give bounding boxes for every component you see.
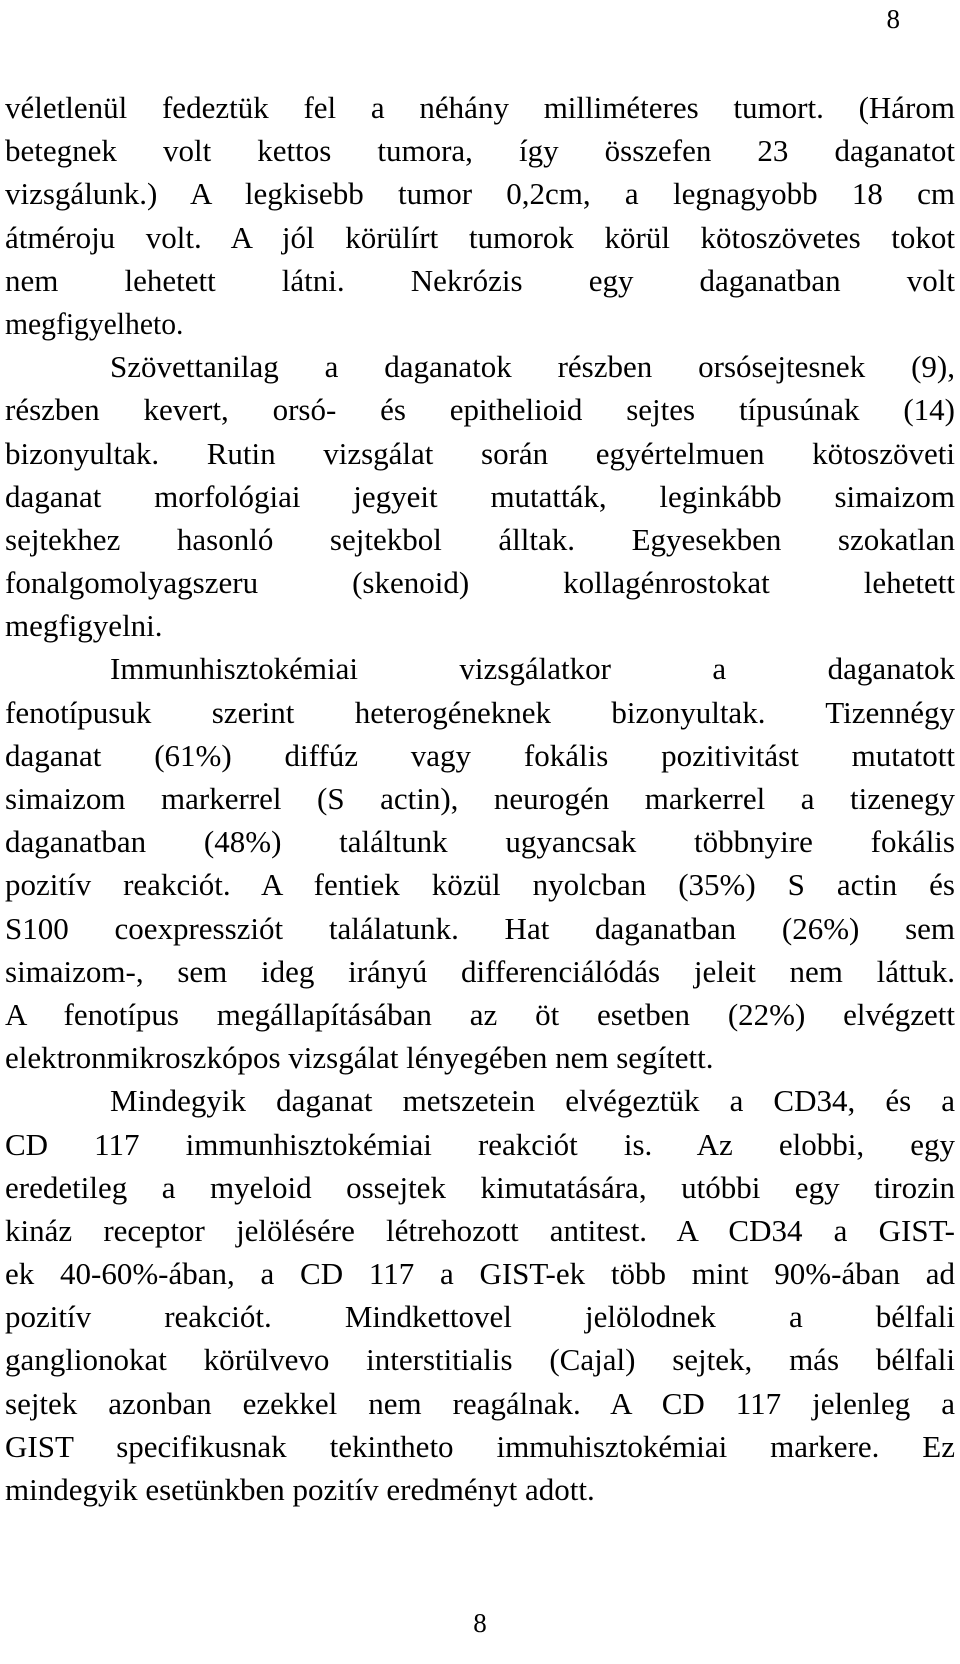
text-line: pozitív reakciót. A fentiek közül nyolcban (35%) S actin és xyxy=(5,867,955,903)
text-line: Mindegyik daganat metszetein elvégeztük a CD34, és a xyxy=(110,1083,955,1119)
text-line: fenotípusuk szerint heterogéneknek bizonyultak. Tizennégy xyxy=(5,694,955,730)
text-line: daganatban (48%) találtunk ugyancsak többnyire fokális xyxy=(5,824,955,860)
text-line xyxy=(5,302,955,345)
text-line: elektronmikroszkópos vizsgálat lényegében nem segített. xyxy=(5,1040,714,1076)
page-number-top: 8 xyxy=(886,4,900,34)
text-line: pozitív reakciót. Mindkettovel jelölodnek a bélfali xyxy=(5,1299,955,1335)
text-line: mindegyik esetünkben pozitív eredményt adott. xyxy=(5,1472,595,1507)
text-line: átméroju volt. A jól körülírt tumorok körül kötoszövetes tokot xyxy=(5,219,955,255)
text-line: eredetileg a myeloid ossejtek kimutatására, utóbbi egy tirozin xyxy=(5,1169,955,1205)
text-line: vizsgálunk.) A legkisebb tumor 0,2cm, a legnagyobb 18 cm xyxy=(5,176,955,212)
text-line: kináz receptor jelölésére létrehozott antitest. A CD34 a GIST- xyxy=(5,1212,955,1248)
page-number-bottom: 8 xyxy=(473,1608,487,1638)
text-line: fonalgomolyagszeru (skenoid) kollagénrostokat lehetett xyxy=(5,565,955,601)
text-line: Immunhisztokémiai vizsgálatkor a daganatok xyxy=(110,651,955,687)
text-line: nem lehetett látni. Nekrózis egy daganatban volt xyxy=(5,262,955,298)
text-line: GIST specifikusnak tekintheto immuhisztokémiai markere. Ez xyxy=(5,1428,955,1464)
text-line: simaizom markerrel (S actin), neurogén markerrel a tizenegy xyxy=(5,781,955,816)
text-line: bizonyultak. Rutin vizsgálat során egyértelmuen kötoszöveti xyxy=(5,435,955,471)
text-line-content: megfigyelheto. xyxy=(5,305,184,341)
text-line: S100 coexpressziót találatunk. Hat daganatban (26%) sem xyxy=(5,910,955,946)
text-line: ek 40-60%-ában, a CD 117 a GIST-ek több mint 90%-ában ad xyxy=(5,1256,955,1292)
text-line: ganglionokat körülvevo interstitialis (Cajal) sejtek, más bélfali xyxy=(5,1342,955,1378)
text-line: megfigyelni. xyxy=(5,608,163,644)
text-line: sejtekhez hasonló sejtekbol álltak. Egyesekben szokatlan xyxy=(5,521,955,557)
text-line: simaizom-, sem ideg irányú differenciálódás jeleit nem láttuk. xyxy=(5,953,955,989)
text-line: daganat (61%) diffúz vagy fokális pozitivitást mutatott xyxy=(5,737,955,773)
body-text xyxy=(5,86,955,1511)
text-line: véletlenül fedeztük fel a néhány milliméteres tumort. (Három xyxy=(5,90,955,125)
text-line: daganat morfológiai jegyeit mutatták, leginkább simaizom xyxy=(5,478,955,514)
text-line: Szövettanilag a daganatok részben orsósejtesnek (9), xyxy=(110,349,955,385)
text-line: betegnek volt kettos tumora, így összefen 23 daganatot xyxy=(5,133,955,169)
text-line: részben kevert, orsó- és epithelioid sejtes típusúnak (14) xyxy=(5,392,955,428)
text-line: sejtek azonban ezekkel nem reagálnak. A CD 117 jelenleg a xyxy=(5,1385,955,1421)
text-line: A fenotípus megállapításában az öt esetben (22%) elvégzett xyxy=(5,996,955,1032)
text-line: CD 117 immunhisztokémiai reakciót is. Az elobbi, egy xyxy=(5,1126,955,1162)
